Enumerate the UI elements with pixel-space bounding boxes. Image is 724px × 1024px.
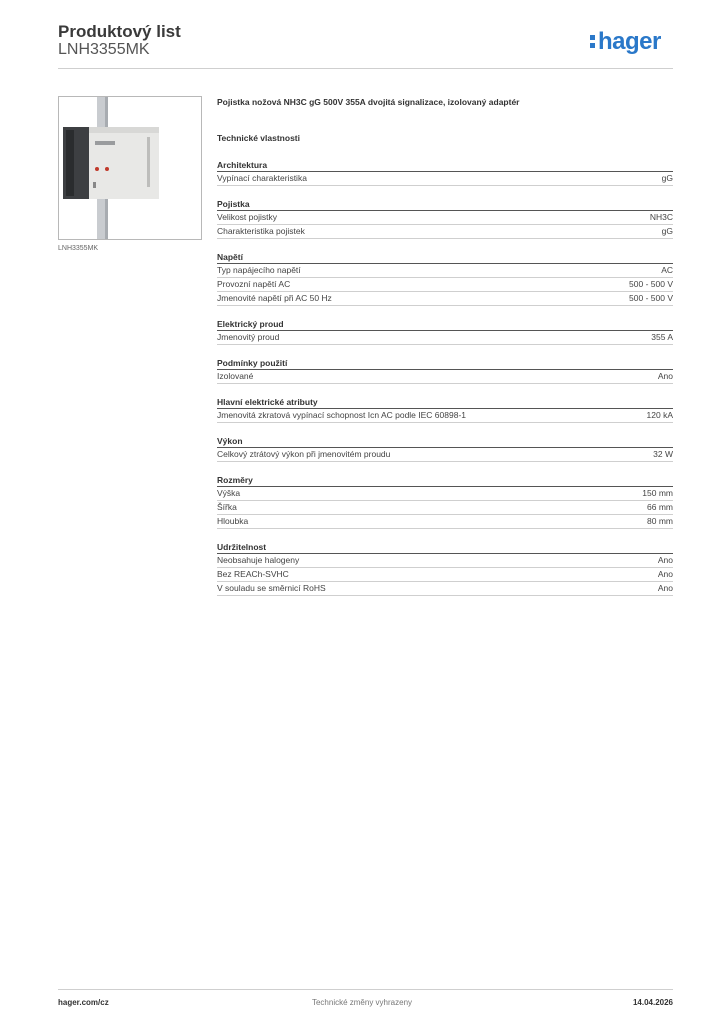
spec-row [217,225,673,239]
spec-value: AC [661,265,673,275]
fuse-product-image [59,97,201,239]
spec-section [217,357,673,384]
spec-label: Izolované [217,371,254,381]
product-description: Pojistka nožová NH3C gG 500V 355A dvojitá signalizace, izolovaný adaptér [217,97,520,107]
spec-label: Provozní napětí AC [217,279,291,289]
spec-value: Ano [657,371,673,381]
section-title: Výkon [217,435,673,448]
spec-label: V souladu se směrnicí RoHS [217,583,326,593]
spec-value: 32 W [653,449,673,459]
spec-value: Ano [657,583,673,593]
spec-value: 80 mm [647,516,673,526]
footer-date: 14.04.2026 [632,998,673,1007]
product-image-caption: LNH3355MK [58,245,99,252]
section-title: Rozměry [217,474,673,487]
spec-section [217,541,673,596]
main-content [217,92,673,608]
spec-label: Jmenovitý proud [217,332,280,342]
spec-row [217,278,673,292]
spec-label: Celkový ztrátový výkon při jmenovitém proudu [217,449,391,459]
footer-url[interactable]: hager.com/cz [58,998,109,1007]
footer-note: Technické změny vyhrazeny [311,998,413,1007]
section-title: Napětí [217,251,673,264]
product-image-frame [58,96,202,240]
section-title: Elektrický proud [217,318,673,331]
spec-value: 150 mm [642,488,673,498]
spec-label: Šířka [217,502,237,512]
footer-divider [58,989,673,990]
spec-value: 66 mm [647,502,673,512]
spec-label: Bez REACh-SVHC [217,569,289,579]
spec-label: Vypínací charakteristika [217,173,307,183]
spec-row [217,448,673,462]
section-title: Pojistka [217,198,673,211]
spec-value: gG [661,226,673,236]
spec-row [217,211,673,225]
spec-value: Ano [657,569,673,579]
section-title: Architektura [217,159,673,172]
spec-sections [217,159,673,596]
spec-label: Charakteristika pojistek [217,226,305,236]
tech-heading: Technické vlastnosti [217,133,300,143]
spec-row [217,487,673,501]
spec-section [217,435,673,462]
spec-section [217,251,673,306]
spec-section [217,474,673,529]
spec-label: Typ napájecího napětí [217,265,301,275]
spec-row [217,292,673,306]
spec-row [217,409,673,423]
spec-row [217,568,673,582]
section-title: Hlavní elektrické atributy [217,396,673,409]
spec-value: 500 - 500 V [629,293,673,303]
spec-row [217,582,673,596]
spec-value: Ano [657,555,673,565]
spec-row [217,172,673,186]
spec-row [217,554,673,568]
spec-row [217,501,673,515]
spec-value: NH3C [649,212,673,222]
spec-label: Výška [217,488,241,498]
hager-logo [590,28,661,56]
page-title: Produktový list [58,22,181,41]
spec-label: Jmenovitá zkratová vypínací schopnost Icn AC podle IEC 60898-1 [217,410,466,420]
logo-dots-icon [590,29,597,49]
logo-text: hager [598,28,661,55]
spec-section [217,198,673,239]
spec-label: Jmenovité napětí při AC 50 Hz [217,293,332,303]
spec-value: 500 - 500 V [629,279,673,289]
spec-row [217,331,673,345]
spec-label: Neobsahuje halogeny [217,555,300,565]
spec-section [217,396,673,423]
spec-row [217,515,673,529]
spec-label: Velikost pojistky [217,212,277,222]
spec-section [217,159,673,186]
spec-label: Hloubka [217,516,249,526]
spec-value: 355 A [651,332,673,342]
section-title: Podmínky použití [217,357,673,370]
header-divider [58,68,673,69]
product-code: LNH3355MK [58,41,150,58]
spec-row [217,264,673,278]
spec-value: 120 kA [646,410,673,420]
spec-row [217,370,673,384]
spec-value: gG [661,173,673,183]
spec-section [217,318,673,345]
section-title: Udržitelnost [217,541,673,554]
